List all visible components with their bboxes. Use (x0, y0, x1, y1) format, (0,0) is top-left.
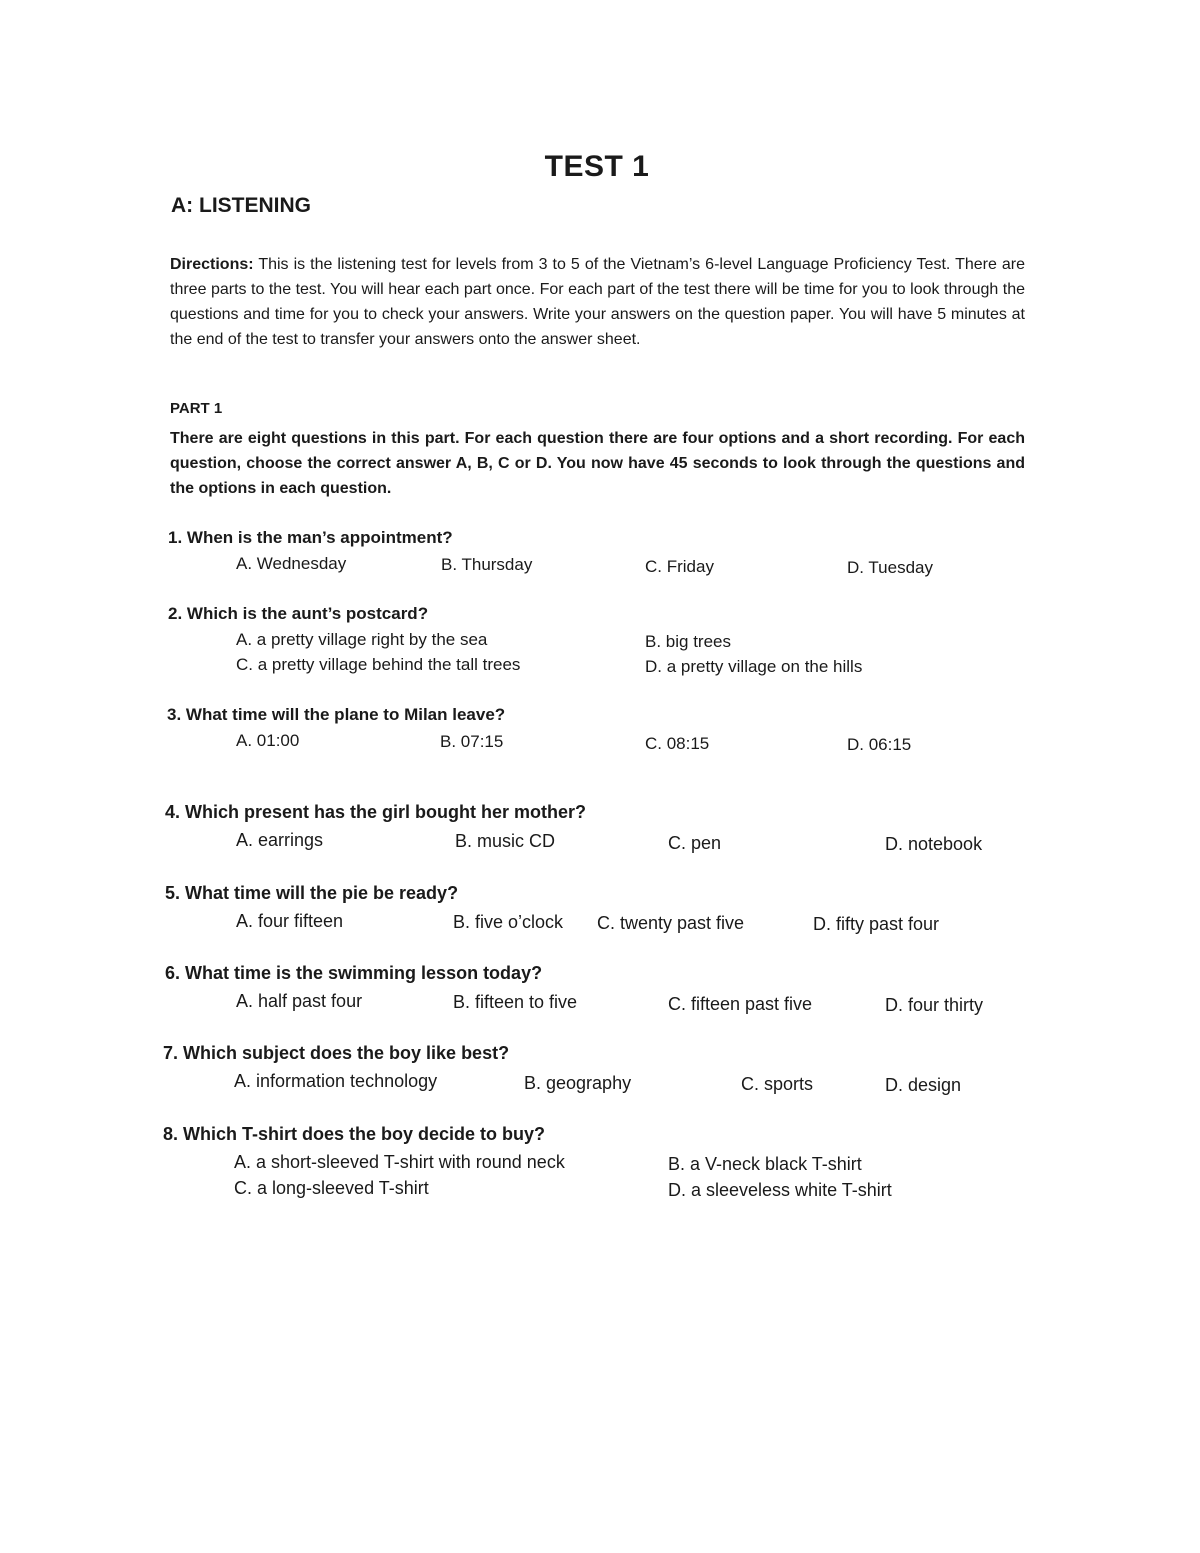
q3-option-c[interactable]: C. 08:15 (645, 734, 710, 753)
q5-option-b[interactable]: B. five o’clock (453, 912, 564, 932)
q5-option-c[interactable]: C. twenty past five (597, 913, 745, 933)
question-7: 7. Which subject does the boy like best? (163, 1043, 510, 1063)
question-4: 4. Which present has the girl bought her mother? (165, 802, 587, 822)
q4-option-a[interactable]: A. earrings (236, 830, 324, 850)
part-instructions: There are eight questions in this part. For each question there are four options and a short recording. For each question, choose the correct answer A, B, C or D. You now have 45 seconds to look through the questions and the options in each question. (170, 430, 1025, 497)
q7-option-d[interactable]: D. design (885, 1075, 962, 1095)
q2-option-b[interactable]: B. big trees (645, 632, 731, 651)
q3-option-b[interactable]: B. 07:15 (440, 732, 504, 751)
question-3: 3. What time will the plane to Milan leave? (167, 705, 506, 724)
question-6: 6. What time is the swimming lesson today? (165, 963, 543, 983)
section-title: A: LISTENING (171, 194, 311, 217)
q6-option-b[interactable]: B. fifteen to five (453, 992, 578, 1012)
test-title: TEST 1 (544, 150, 650, 183)
q2-option-a[interactable]: A. a pretty village right by the sea (236, 630, 488, 649)
q6-option-a[interactable]: A. half past four (236, 991, 363, 1011)
q8-option-c[interactable]: C. a long-sleeved T-shirt (234, 1178, 429, 1198)
q5-option-d[interactable]: D. fifty past four (813, 914, 940, 934)
q5-option-a[interactable]: A. four fifteen (236, 911, 344, 931)
q7-option-c[interactable]: C. sports (741, 1074, 814, 1094)
q6-option-d[interactable]: D. four thirty (885, 995, 984, 1015)
q4-option-c[interactable]: C. pen (668, 833, 722, 853)
q1-option-a[interactable]: A. Wednesday (236, 554, 347, 573)
q3-option-d[interactable]: D. 06:15 (847, 735, 912, 754)
q1-option-c[interactable]: C. Friday (645, 557, 714, 576)
question-8: 8. Which T-shirt does the boy decide to buy? (163, 1124, 546, 1144)
q8-option-d[interactable]: D. a sleeveless white T-shirt (668, 1180, 892, 1200)
directions-text: This is the listening test for levels from 3 to 5 of the Vietnam’s 6-level Language Proficiency Test. There are three parts to the test. You will hear each part once. For each part of the test there will be time for you to look through the questions and time for you to check your answers. Write your answers on the question paper. You will have 5 minutes at the end of the test to transfer your answers onto the answer sheet. (170, 256, 1026, 348)
q2-option-c[interactable]: C. a pretty village behind the tall trees (236, 655, 521, 674)
q3-option-a[interactable]: A. 01:00 (236, 731, 300, 750)
q6-option-c[interactable]: C. fifteen past five (668, 994, 813, 1014)
q7-option-a[interactable]: A. information technology (234, 1071, 438, 1091)
part-heading: PART 1 (170, 400, 223, 417)
q7-option-b[interactable]: B. geography (524, 1073, 632, 1093)
question-2: 2. Which is the aunt’s postcard? (168, 604, 429, 623)
q1-option-b[interactable]: B. Thursday (441, 555, 533, 574)
q8-option-a[interactable]: A. a short-sleeved T-shirt with round neck (234, 1152, 565, 1172)
directions-label: Directions: (170, 256, 254, 273)
q4-option-d[interactable]: D. notebook (885, 834, 983, 854)
q8-option-b[interactable]: B. a V-neck black T-shirt (668, 1154, 862, 1174)
q2-option-d[interactable]: D. a pretty village on the hills (645, 657, 863, 676)
question-5: 5. What time will the pie be ready? (165, 883, 459, 903)
q1-option-d[interactable]: D. Tuesday (847, 558, 933, 577)
directions (170, 252, 1025, 352)
question-1: 1. When is the man’s appointment? (168, 528, 453, 547)
q4-option-b[interactable]: B. music CD (455, 831, 556, 851)
